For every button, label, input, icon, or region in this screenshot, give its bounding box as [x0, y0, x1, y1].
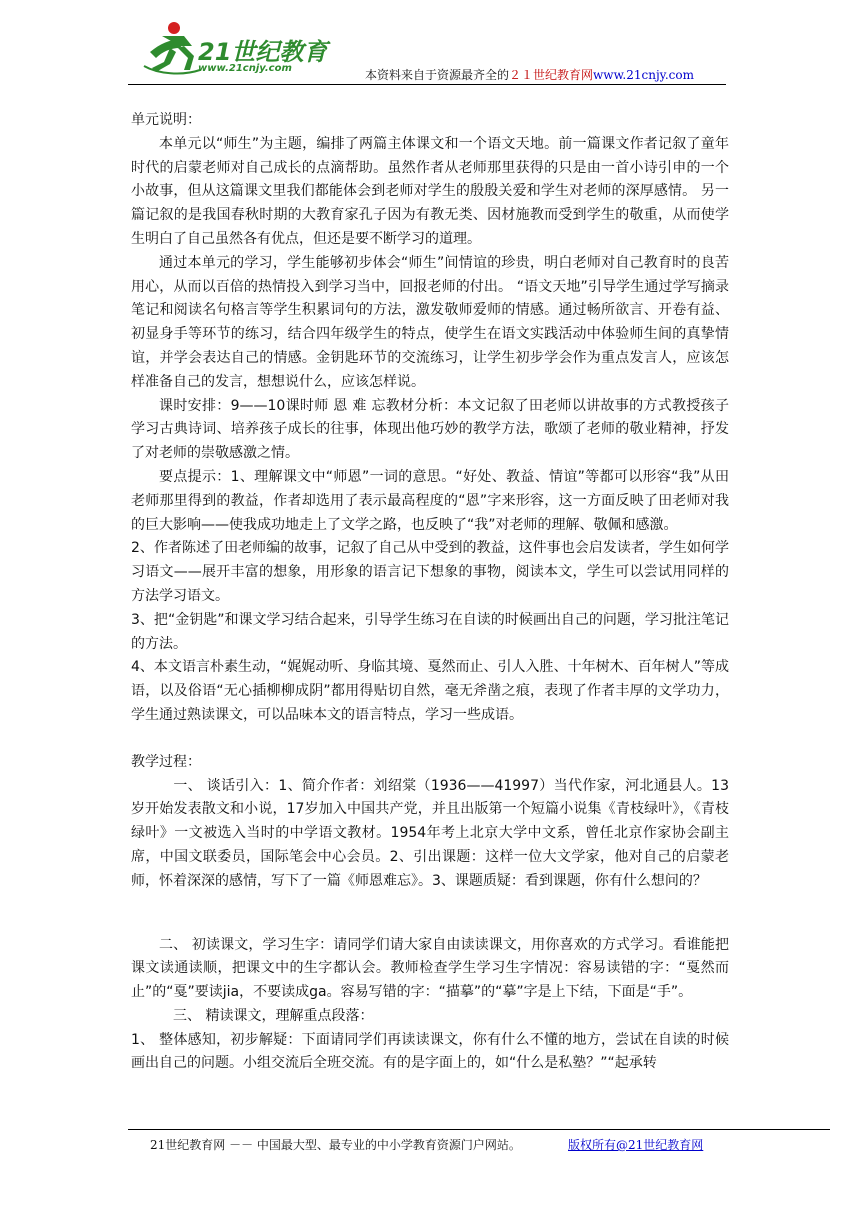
paragraph-step-3: 三、 精读课文，理解重点段落： [159, 1007, 374, 1024]
paragraph-step-1: 一、 谈话引入：1、简介作者：刘绍棠（1936——41997）当代作家，河北通县人。13岁开始发表散文和小说，17岁加入中国共产党，并且出版第一个短篇小说集《青枝绿叶》，《青枝绿叶》一文被选入当时的中学语文教材。1954年考上北京大学中文系，曾任北京作家协会副主席，中国文联委员，国际笔会中心会员。2、引出课题：这样一位大文学家，他对自己的启蒙老师，怀着深深的感情，写下了一篇《师恩难忘》。3、课题质疑：看到课题，你有什么想问的？ [131, 777, 729, 889]
page-header [0, 0, 860, 90]
footer-divider [128, 1129, 830, 1130]
process-title: 教学过程： [131, 753, 201, 770]
spacer [131, 728, 729, 751]
paragraph-schedule: 课时安排：9——10课时师 恩 难 忘教材分析：本文记叙了田老师以讲故事的方式教授孩子学习古典诗词、培养孩子成长的往事，体现出他巧妙的教学方法，歌颂了老师的敬业精神，抒发了对老师的崇敬感激之情。 [131, 397, 729, 462]
logo-url: www.21cnjy.com [198, 63, 292, 74]
copyright-link[interactable]: 版权所有@21世纪教育网 [568, 1138, 704, 1152]
page-footer [150, 1136, 704, 1153]
footer-tagline: 21世纪教育网 －－ 中国最大型、最专业的中小学教育资源门户网站。 [150, 1138, 521, 1152]
paragraph-key-point-2: 2、作者陈述了田老师编的故事，记叙了自己从中受到的教益，这件事也会启发读者，学生如何学习语文——展开丰富的想象，用形象的语言记下想象的事物，阅读本文，学生可以尝试用同样的方法学习语文。 [131, 540, 729, 604]
source-prefix: 本资料来自于资源最齐全的 [365, 68, 510, 82]
unit-title: 单元说明： [131, 112, 201, 128]
paragraph-step-2: 二、 初读课文，学习生字：请同学们请大家自由读读课文，用你喜欢的方式学习。看谁能把课文读通读顺，把课文中的生字都认会。教师检查学生学习生字情况：容易读错的字：“戛然而止”的“戛”要读jia，不要读成ga。容易写错的字：“描摹”的“摹”字是上下结，下面是“手”。 [131, 936, 729, 1001]
header-divider [128, 84, 726, 85]
source-line [365, 66, 694, 83]
paragraph-intro: 本单元以“师生”为主题，编排了两篇主体课文和一个语文天地。前一篇课文作者记叙了童年时代的启蒙老师对自己成长的点滴帮助。虽然作者从老师那里获得的只是由一首小诗引申的一个小故事，但从这篇课文里我们都能体会到老师对学生的殷殷关爱和学生对老师的深厚感情。 另一篇记叙的是我国春秋时期的大教育家孔子因为有教无类、因材施教而受到学生的敬重，从而使学生明白了自己虽然各有优点，但还是要不断学习的道理。 [131, 135, 729, 247]
logo [140, 18, 350, 80]
paragraph-key-point-4: 4、本文语言朴素生动，“娓娓动听、身临其境、戛然而止、引人入胜、十年树木、百年树人”等成语，以及俗语“无心插柳柳成阴”都用得贴切自然，毫无斧凿之痕，表现了作者丰厚的文学功力，学生通过熟读课文，可以品味本文的语言特点，学习一些成语。 [131, 659, 729, 723]
document-body [131, 109, 729, 1076]
source-site-link[interactable]: ２１世纪教育网 [509, 68, 594, 82]
paragraph-key-point-1: 要点提示：1、理解课文中“师恩”一词的意思。“好处、教益、情谊”等都可以形容“我”从田老师那里得到的教益，作者却选用了表示最高程度的“恩”字来形容，这一方面反映了田老师对我的巨大影响——使我成功地走上了文学之路，也反映了“我”对老师的理解、敬佩和感激。 [131, 468, 729, 533]
logo-text: 21世纪教育 [198, 38, 328, 66]
paragraph-goals: 通过本单元的学习，学生能够初步体会“师生”间情谊的珍贵，明白老师对自己教育时的良苦用心，从而以百倍的热情投入到学习当中，回报老师的付出。 “语文天地”引导学生通过学写摘录笔记和阅读名句格言等学生积累词句的方法，激发敬师爱师的情感。通过畅所欲言、开卷有益、初显身手等环节的练习，结合四年级学生的特点，使学生在语文实践活动中体验师生间的真挚情谊，并学会表达自己的情感。金钥匙环节的交流练习，让学生初步学会作为重点发言人，应该怎样准备自己的发言，想想说什么，应该怎样说。 [131, 254, 729, 390]
paragraph-key-point-3: 3、把“金钥匙”和课文学习结合起来，引导学生练习在自读的时候画出自己的问题，学习批注笔记的方法。 [131, 611, 729, 652]
paragraph-step-3-1: 1、 整体感知，初步解疑：下面请同学们再读读课文，你有什么不懂的地方，尝试在自读的时候画出自己的问题。小组交流后全班交流。有的是字面上的，如“什么是私塾？”“起承转 [131, 1031, 729, 1072]
source-url-link[interactable]: www.21cnjy.com [593, 68, 694, 82]
spacer [131, 894, 729, 934]
